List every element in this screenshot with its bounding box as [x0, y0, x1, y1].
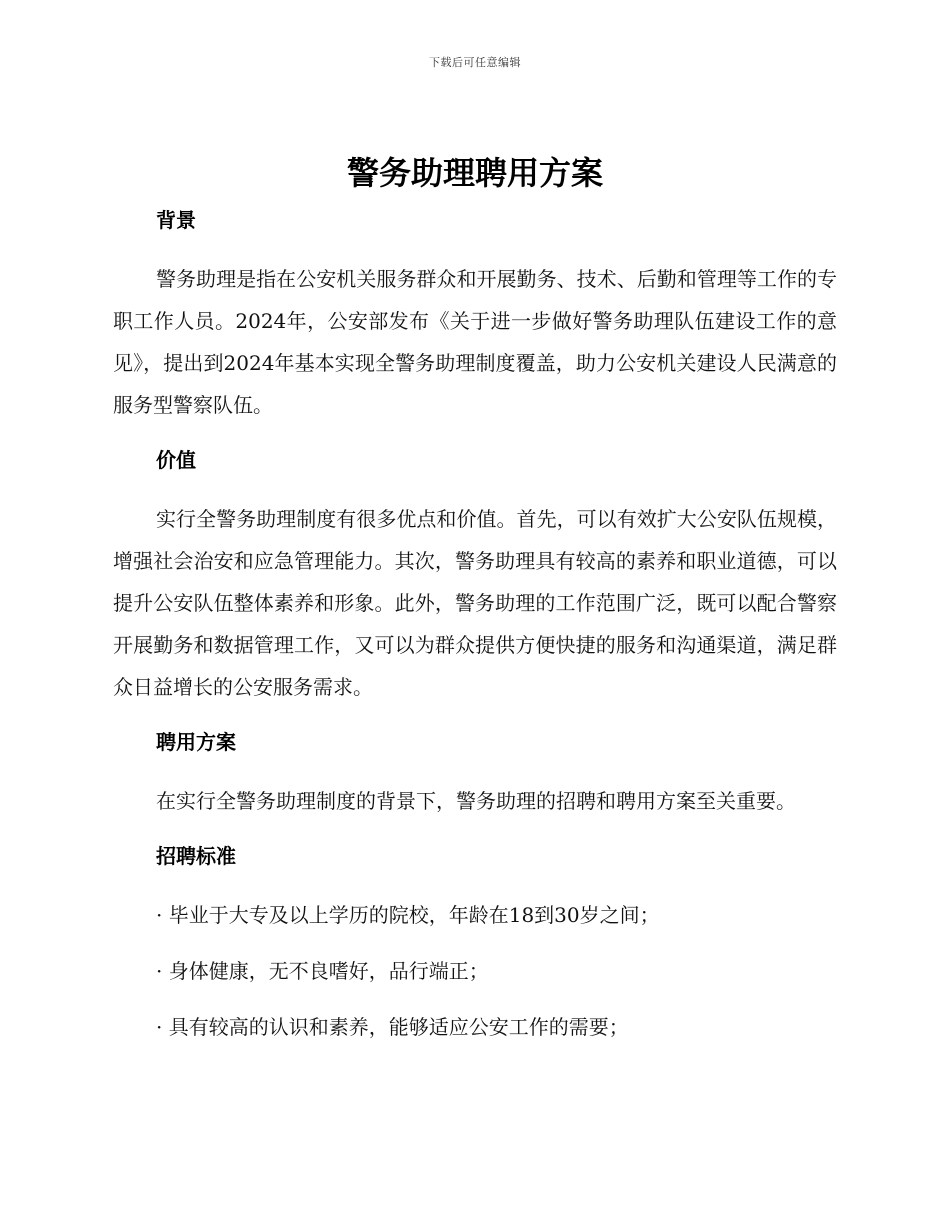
paragraph: 在实行全警务助理制度的背景下，警务助理的招聘和聘用方案至关重要。 [156, 789, 796, 813]
section-heading: 背景 [156, 208, 196, 232]
section-heading: 招聘标准 [156, 844, 236, 868]
section-employment-plan [113, 722, 837, 822]
paragraph: 警务助理是指在公安机关服务群众和开展勤务、技术、后勤和管理等工作的专职工作人员。2024年，公安部发布《关于进一步做好警务助理队伍建设工作的意见》，提出到2024年基本实现全警务助理制度覆盖，助力公安机关建设人民满意的服务型警察队伍。 [113, 267, 837, 417]
paragraph: 实行全警务助理制度有很多优点和价值。首先，可以有效扩大公安队伍规模，增强社会治安和应急管理能力。其次，警务助理具有较高的素养和职业道德，可以提升公安队伍整体素养和形象。此外，警务助理的工作范围广泛，既可以配合警察开展勤务和数据管理工作，又可以为群众提供方便快捷的服务和沟通渠道，满足群众日益增长的公安服务需求。 [113, 507, 837, 699]
section-recruitment-criteria [113, 836, 837, 1048]
criteria-list [113, 894, 837, 1048]
list-item: · 具有较高的认识和素养，能够适应公安工作的需要； [156, 1015, 629, 1039]
section-heading: 聘用方案 [156, 730, 236, 754]
document-body [113, 200, 837, 1048]
document-title: 警务助理聘用方案 [346, 154, 603, 192]
section-background [113, 200, 837, 426]
header-note: 下载后可任意编辑 [429, 56, 521, 69]
section-heading: 价值 [156, 448, 196, 472]
list-item: · 毕业于大专及以上学历的院校，年龄在18到30岁之间； [156, 903, 660, 927]
list-item: · 身体健康，无不良嗜好，品行端正； [156, 959, 489, 983]
section-value [113, 440, 837, 708]
